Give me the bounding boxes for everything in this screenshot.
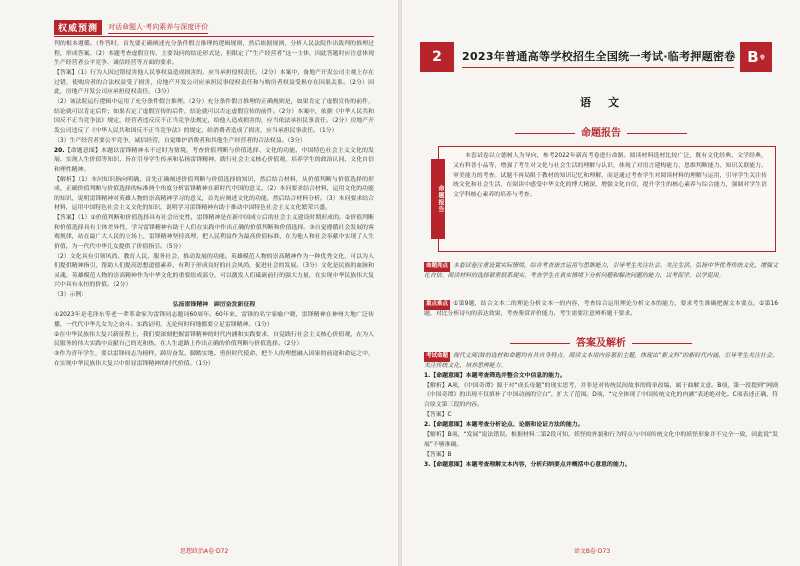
highlight-label: 命题亮点 (424, 262, 450, 272)
essay-point: ②在中华民族伟大复兴新征程上，我们要深刻把握雷锋精神的时代内涵和实践要求，自觉践行社会主义核心价值观，在为人民服务的伟大实践中贡献自己的光和热，在人生道路上作出正确的价值判断与价值选择。（2分） (54, 331, 374, 347)
header-rule (54, 36, 374, 37)
left-page (0, 0, 398, 566)
answer-item: 3.【命题意图】本题考查理解文本内容，分析归纳要点并概括中心意思的能力。 (424, 462, 631, 469)
left-header (54, 20, 208, 35)
subject-title: 语 文 (580, 96, 622, 109)
difficulty-block (424, 300, 778, 320)
paper-title: 2023年普通高等学校招生全国统一考试·临考押题密卷 (462, 50, 736, 63)
paragraph: （2）文化具有引领风尚、教育人民、服务社会、推动发展的功能。英雄模范人物的崇高精神作为一种优秀文化，可以为人们提供精神指引，帮助人们提高思想道德素养，有利于形成良好的社会风尚，促进社会的发展。（3分）文化是民族的血脉和灵魂，英雄模范人物的崇高精神作为中华文化的重要组成部分，可以激发人们砥砺前行的强大力量，在实现中华民族伟大复兴中具有永恒的价值。（2分） (54, 253, 374, 288)
exam-label: 考试命题 (424, 352, 450, 362)
report-section-title (402, 124, 800, 139)
title-rule (462, 67, 734, 68)
answer-item: 【答案】B (424, 451, 452, 458)
paragraph: （3）示例： (54, 292, 88, 298)
answers-block (424, 352, 778, 471)
paragraph: 判的根本遵循。（作答时，首先要正确阐述充分条件假言推理的逻辑规则，然后依据规则，分析人民法院作出裁判的推理过程，形成答案。（2）本题考查虚假宣传，主要设问的结论形式是，但限定了“生产经营者”这一主体，因此答题时应注意体现生产经营者公平竞争、诚信经营等方面的要求。 (54, 41, 374, 66)
header-subtitle: 对话命题人·考向素养与深度评价 (108, 22, 208, 34)
paragraph: 【答案】（1）①价值判断和价值选择具有社会历史性，雷锋精神是在新中国成立后的社会主义建设时期形成的。②价值判断和价值选择具有主体差异性，学习雷锋精神有助于人们在实践中作出正确的价值判断和价值选择。③自觉遵循社会发展的客观规律，站在最广大人民的立场上，雷锋精神坚持真理，把人民利益作为最高价值标准，在为他人和社会奉献中实现了人生价值，为一代代中华儿女提供了价值指引。（5分） (54, 215, 374, 250)
essay-point: ③作为青年学生，要以雷锋同志为榜样，踔厉奋发、脚踏实地、勇担时代使命，把个人的理想融入国家的前途和命运之中，在实现中华民族伟大复兴中彰显雷锋精神的时代价值。（1分） (54, 351, 374, 367)
header-badge: 权威预测 (54, 20, 102, 35)
answer-item: 【答案】C (424, 412, 452, 419)
difficulty-text: ①第9题，结合文本二的理论分析文本一的内容，考查综合运用理论分析文本的能力，要求考生准确把握文本要点。②第16题，对比分析诗句的表达效果，考查鉴赏评价能力，考生需要注意辨析题干要求。 (424, 301, 778, 317)
volume-letter: B (747, 48, 759, 66)
paragraph: 【解析】（1）本问知识指向明确，首先正确阐述价值判断与价值选择的知识，然后结合材料，从价值判断与价值选择的形成、正确价值判断与价值选择的标准两个角度分析雷锋精神在新时代中国的意义。（2）本问要求结合材料，运用文化的功能的知识，说明雷锋精神对英雄人物的崇高精神学习的意义，首先应阐述文化的功能，然后结合材料分析。（3）本问要求结合材料，运用中国特色社会主义文化的知识，说明学习雷锋精神有助于推动中国特色社会主义文化繁荣兴盛。 (54, 176, 374, 211)
report-text: 本套试卷以立德树人为导向，参考2022年新高考卷进行命制。阅读材料选材比较广泛，既有文化经典、文学经典，又有科普小品等，增强了考生对文化与社会生活的理解与认识，体现了对语言建构能力、思维判断能力、知识关联能力、审美能力的考查。试题不再局限于教材的知识记忆和理解，而是通过考查学生对阅读材料的理解与运用，引导学生关注传统文化和社会生活，在阅读中感受中华文化的博大精深，增强文化自信，提升学生的核心素养与综合能力，强调对学生语文学科核心素养的培养与考查。 (453, 153, 767, 199)
essay-title: 弘扬雷锋精神 踔厉奋发新征程 (172, 302, 256, 308)
question-number: 20. (54, 147, 65, 154)
right-header (420, 42, 782, 72)
answer-section-title (402, 334, 800, 349)
question-20 (54, 147, 374, 176)
difficulty-label: 重点难点 (424, 300, 450, 310)
divider (515, 133, 575, 134)
answer-title: 答案及解析 (576, 338, 626, 349)
paragraph: 【命题意图】本题以雷锋精神永不过时为情境，考查价值判断与价值选择、文化的功能、中国特色社会主义文化的发展、实现人生价值等知识，旨在引导学生传承和弘扬雷锋精神，践行社会主义核心价值观，培养学生的政治认同、文化自信和理性精神。 (54, 147, 374, 173)
paper-number-tag: 2 (420, 42, 454, 72)
divider (627, 133, 687, 134)
volume-suffix: 卷 (759, 54, 765, 61)
answer-item: 【解析】A项，《中国奇谭》源于对“成长母题”的现实思考，并非是对传统民间故事的简单改编，属于曲解文意。B项，第一段提到“网剧《中国奇谭》的出现不仅填补了中国动画的空白”，扩大了范围。D项，“完全体现了中国传统文化的内涵”表述绝对化。C项表述正确，符合原文第三段的内容。 (424, 382, 778, 408)
highlight-text: 本套试卷注重设置实际情境，综合考查语言运用与思维能力，引导考生关注社会、关注生活，弘扬中华优秀传统文化，增强文化自信。阅读材料的选择紧密联系现实，考查学生在真实情境下分析问题和解决问题的能力，以考促学，以学促用。 (424, 263, 778, 279)
divider (510, 343, 570, 344)
report-box (438, 146, 776, 252)
paragraph: （3）生产经营者要公平竞争，诚信经营，自觉维护消费者和其他生产经营者的合法权益。（3分） (54, 137, 306, 144)
answer-item: 【解析】B项，“发展”说法错误。根据材料二第2段可知，妖怪的外貌和行为特点与中国传统文化中的妖怪形象并不完全一致，因此说“发展”不够准确。 (424, 432, 778, 448)
left-footer: 思想政治A卷·D72 (180, 548, 229, 555)
answer-item: 1.【命题意图】本题考查筛选并整合文中信息的能力。 (424, 372, 566, 379)
paragraph: （2）该法院运行逻辑中运用了充分条件假言推理。（2分）充分条件假言推理的正确规则是，如果肯定了虚假宣传的前件，结论就可以肯定后件；如果否定了虚假宣传的后件，结论就可以否定虚假宣传的前件。（2分）本案中，依据《中华人民共和国反不正当竞争法》规定，经营者违反反不正当竞争法规定，给他人造成损害的，应当依法承担民事责任。（2分）房地产开发公司违反了《中华人民共和国反不正当竞争法》的规定，给消费者造成了损害，应当承担民事责任。（1分） (54, 99, 374, 134)
divider (632, 343, 692, 344)
essay-point: ①2023年是毛泽东等老一辈革命家为雷锋同志题词60周年。60年来，雷锋的名字家喻户晓，雷锋精神在神州大地广泛传播，一代代中华儿女为之奋斗。实践证明，无论何时何地都要立足雷锋精神。（1分） (54, 312, 374, 328)
report-title: 命题报告 (581, 128, 621, 139)
right-footer: 语文B卷·D73 (573, 548, 611, 555)
report-side-tag: 命题报告 (431, 159, 445, 239)
paragraph: 【答案】（1）行为人因过错侵害他人民事权益造成损害的，应当承担侵权责任。（2分）本案中，备地产开发公司主观上存在过错，使购房者的合法权益受了损害，房地产开发公司应承担民事侵权责任和与购房者权益受损存在因果关系。（2分）因此，房地产开发公司应承担侵权责任。（3分） (54, 70, 374, 95)
highlight-block (424, 262, 778, 282)
volume-badge (740, 42, 772, 72)
right-page (402, 0, 800, 566)
left-body (54, 40, 374, 540)
answer-item: 2.【命题意图】本题考查分析论点、论据和论证方法的能力。 (424, 422, 584, 429)
exam-intro: 现代文阅读Ⅰ的选材和命题均有其自身特点。阅读文本用内容紧扣主题，体现出“新文科”的新时代内涵，引导考生关注社会，关注传统文化，培养思辨能力。 (424, 353, 778, 369)
